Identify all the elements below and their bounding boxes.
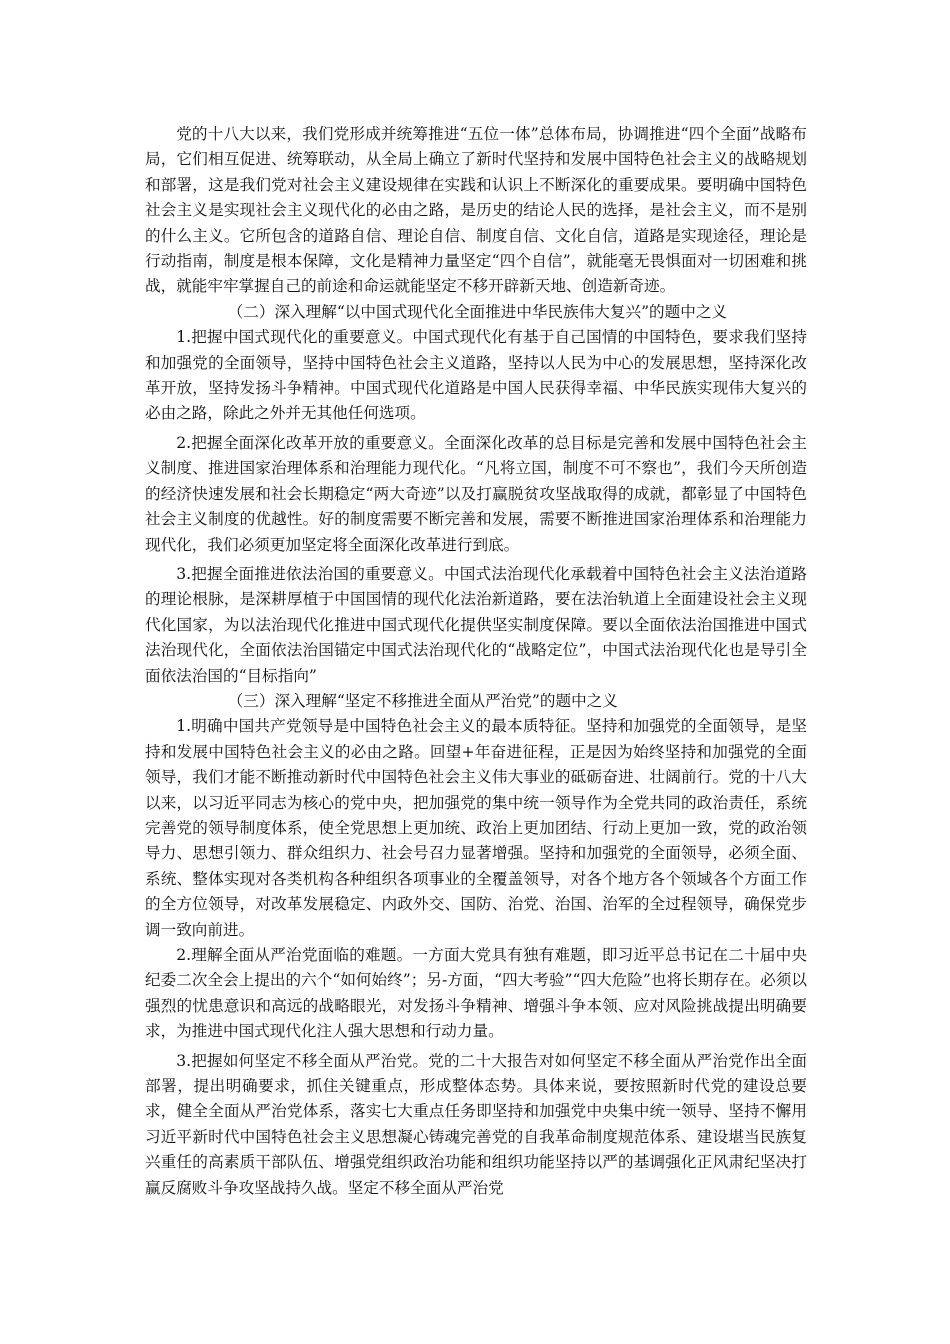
paragraph-2-3-rule-of-law: 3.把握全面推进依法治国的重要意义。中国式法治现代化承载着中国特色社会主义法治道路的理论根脉，是深耕厚植于中国国情的现代化法治新道路，要在法治轨道上全面建设社会主义现代化国家，为以法治现代化推进中国式现代化提供坚实制度保障。要以全面依法治国推进中国式法治现代化，全面依法治国锚定中国式法治现代化的“战略定位”，中国式法治现代化也是导引全面依法治国的“目标指向”: [145, 564, 807, 685]
document-body: [145, 122, 807, 1201]
paragraph-five-in-one-layout: 党的十八大以来，我们党形成并统筹推进“五位一体”总体布局，协调推进“四个全面”战略布局，它们相互促进、统筹联动，从全局上确立了新时代坚持和发展中国特色社会主义的战略规划和部署，这是我们党对社会主义建设规律在实践和认识上不断深化的重要成果。要明确中国特色社会主义是实现社会主义现代化的必由之路，是历史的结论人民的选择，是社会主义，而不是别的什么主义。它所包含的道路自信、理论自信、制度自信、文化自信，道路是实现途径，理论是行动指南，制度是根本保障，文化是精神力量坚定“四个自信”，就能毫无畏惧面对一切困难和挑战，就能牢牢掌握自己的前途和命运就能坚定不移开辟新天地、创造新奇迹。: [145, 125, 807, 296]
section-heading-3: （三）深入理解“坚定不移推进全面从严治党”的题中之义: [227, 691, 618, 710]
paragraph-2-2-deepening-reform: 2.把握全面深化改革开放的重要意义。全面深化改革的总目标是完善和发展中国特色社会主义制度、推进国家治理体系和治理能力现代化。“凡将立国，制度不可不察也”，我们今天所创造的经济快速发展和社会长期稳定“两大奇迹”以及打赢脱贫攻坚战取得的成就，都彰显了中国特色社会主义制度的优越性。好的制度需要不断完善和发展，需要不断推进国家治理体系和治理能力现代化，我们必须更加坚定将全面深化改革进行到底。: [145, 433, 807, 554]
paragraph-3-3-strict-governance: 3.把握如何坚定不移全面从严治党。党的二十大报告对如何坚定不移全面从严治党作出全面部署，提出明确要求，抓住关键重点，形成整体态势。具体来说，要按照新时代党的建设总要求，健全全面从严治党体系，落实七大重点任务即坚持和加强党中央集中统一领导、坚持不懈用习近平新时代中国特色社会主义思想凝心铸魂完善党的自我革命制度规范体系、建设堪当民族复兴重任的高素质干部队伍、增强党组织政治功能和组织功能坚持以严的基调强化正风肃纪坚决打赢反腐败斗争攻坚战持久战。坚定不移全面从严治党: [145, 1051, 807, 1197]
paragraph-3-1-party-leadership: 1.明确中国共产党领导是中国特色社会主义的最本质特征。坚持和加强党的全面领导，是坚持和发展中国特色社会主义的必由之路。回望+年奋进征程，正是因为始终坚持和加强党的全面领导，我们才能不断推动新时代中国特色社会主义伟大事业的砥砺奋进、壮阔前行。党的十八大以来，以习近平同志为核心的党中央，把加强党的集中统一领导作为全党共同的政治责任，系统完善党的领导制度体系，使全党思想上更加统、政治上更加团结、行动上更加一致，党的政治领导力、思想引领力、群众组织力、社会号召力显著增强。坚持和加强党的全面领导，必须全面、系统、整体实现对各类机构各种组织各项事业的全覆盖领导，对各个地方各个领域各个方面工作的全方位领导，对改革发展稳定、内政外交、国防、治党、治国、治军的全过程领导，确保党步调一致向前进。: [145, 717, 807, 939]
paragraph-3-2-party-challenges: 2.理解全面从严治党面临的难题。一方面大党具有独有难题，即习近平总书记在二十届中央纪委二次全会上提出的六个“如何始终”；另-方面，“四大考验”“四大危险”也将长期存在。必须以强烈的忧患意识和高远的战略眼光，对发扬斗争精神、增强斗争本领、应对风险挑战提出明确要求，为推进中国式现代化注人强大思想和行动力量。: [145, 946, 807, 1041]
paragraph-2-1-chinese-modernization: 1.把握中国式现代化的重要意义。中国式现代化有基于自己国情的中国特色，要求我们坚持和加强党的全面领导，坚持中国特色社会主义道路，坚持以人民为中心的发展思想，坚持深化改革开放，坚持发扬斗争精神。中国式现代化道路是中国人民获得幸福、中华民族实现伟大复兴的必由之路，除此之外并无其他任何选项。: [145, 328, 807, 423]
section-heading-2: （二）深入理解“以中国式现代化全面推进中华民族伟大复兴”的题中之义: [227, 302, 728, 321]
